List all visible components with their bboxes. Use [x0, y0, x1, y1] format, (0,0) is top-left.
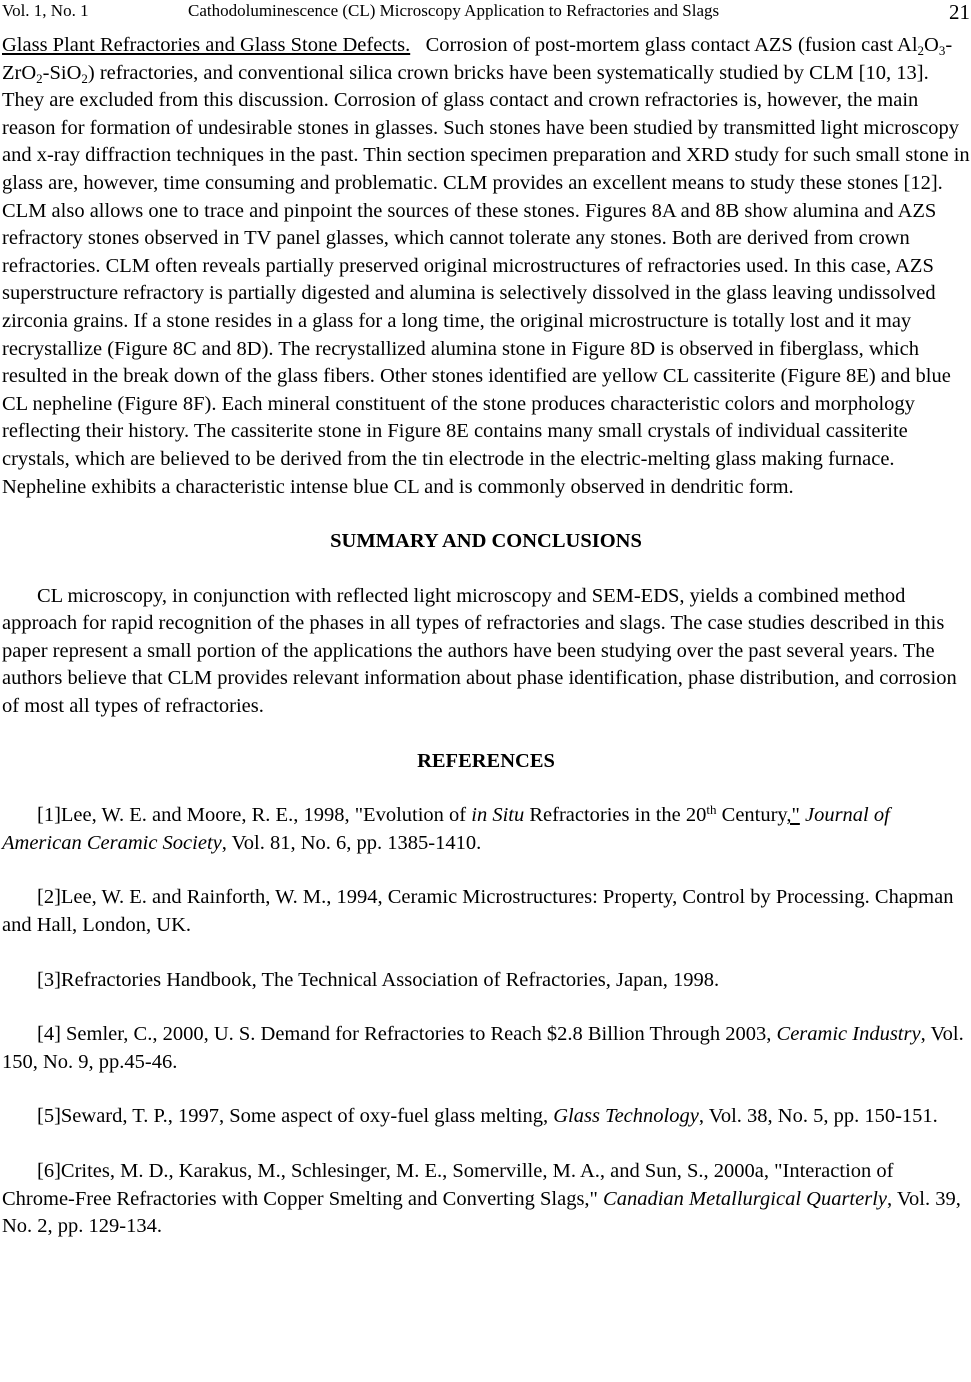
text-run: ) refractories, and conventional silica crown bricks have been systematically studied by CLM [10, 13]. They are excluded from this discussion. Corrosion of glass contact and crown refractories is, however, the main reason for formation of undesirable stones in glasses. Such stones have been studied by transmitted light microscopy and x-ray diffraction techniques in the past. Thin section specimen preparation and XRD study for such small stone in glass are, however, time consuming and problematic. CLM provides an excellent means to study these stones [12]. CLM also allows one to trace and pinpoint the sources of these stones. Figures 8A and 8B show alumina and AZS refractory stones observed in TV panel glasses, which cannot tolerate any stones. Both are derived from crown refractories. CLM often reveals partially preserved original microstructures of refractories used. In this case, AZS superstructure refractory is partially digested and alumina is selectively dissolved in the glass leaving undissolved zirconia grains. If a stone resides in a glass for a long time, the original microstructure is totally lost and it may recrystallize (Figure 8C and 8D). The recrystallized alumina stone in Figure 8D is observed in fiberglass, which resulted in the break down of the glass fibers. Other stones identified are yellow CL cassiterite (Figure 8E) and blue CL nepheline (Figure 8F). Each mineral constituent of the stone produces characteristic colors and morphology reflecting their history. The cassiterite stone in Figure 8E contains many small crystals of individual cassiterite crystals, which are believed to be derived from the tin electrode in the electric-melting glass making furnace. Nepheline exhibits a characteristic intense blue CL and is commonly observed in dendritic form. — [2, 61, 970, 498]
subscript: 2 — [917, 43, 925, 58]
ref-text: [4] Semler, C., 2000, U. S. Demand for Refractories to Reach $2.8 Billion Through 2003, — [37, 1023, 777, 1046]
volume-label: Vol. 1, No. 1 — [2, 1, 89, 20]
ref-journal: Canadian Metallurgical Quarterly — [603, 1187, 887, 1210]
reference-4 — [2, 1021, 970, 1076]
text-run: -ZrO — [2, 34, 953, 84]
reference-1 — [2, 802, 970, 857]
text-run: O — [924, 34, 939, 56]
glass-stones-paragraph — [2, 32, 970, 501]
reference-6 — [2, 1158, 970, 1241]
body-text — [2, 32, 970, 1268]
running-title: Cathodoluminescence (CL) Microscopy Application to Refractories and Slags — [188, 1, 720, 20]
ref-text: , Vol. 150, No. 9, pp.45-46. — [2, 1023, 964, 1073]
page-number: 21 — [949, 0, 970, 24]
ref-text: , Vol. 81, No. 6, pp. 1385-1410. — [221, 831, 482, 854]
ref-text: [1]Lee, W. E. and Moore, R. E., 1998, "Evolution of — [37, 804, 472, 827]
running-header — [2, 0, 970, 26]
ref-text: Refractories in the 20 — [524, 804, 707, 827]
subscript: 3 — [938, 43, 946, 58]
references-heading: REFERENCES — [417, 749, 555, 772]
text-run: -SiO — [42, 61, 82, 84]
subscript: 2 — [36, 70, 43, 86]
section-heading-glass: Glass Plant Refractories and Glass Stone Defects. — [2, 34, 411, 56]
subscript: 2 — [81, 70, 88, 86]
ref-text: , Vol. 39, No. 2, pp. 129-134. — [2, 1187, 961, 1238]
ref-text: , Vol. 38, No. 5, pp. 150-151. — [698, 1105, 938, 1128]
ref-journal: Journal of American Ceramic Society — [2, 804, 890, 854]
ref-journal: Glass Technology — [553, 1105, 699, 1128]
ref-text-underlined: ," — [786, 804, 800, 827]
ref-text: [5]Seward, T. P., 1997, Some aspect of oxy-fuel glass melting, — [37, 1105, 554, 1128]
ref-text: Century — [716, 804, 787, 827]
summary-paragraph: CL microscopy, in conjunction with reflected light microscopy and SEM-EDS, yields a combined method approach for rapid recognition of the phases in all types of refractories and slags. The case studies described in this paper represent a small portion of the applications the authors have been studying over the past several years. The authors believe that CLM provides relevant information about phase identification, phase distribution, and corrosion of most all types of refractories. — [2, 584, 957, 718]
ref-text: [6]Crites, M. D., Karakus, M., Schlesinger, M. E., Somerville, M. A., and Sun, S., 2000a, "Interaction of Chrome-Free Refractories with Copper Smelting and Converting Slags," — [2, 1160, 894, 1210]
reference-5 — [2, 1103, 970, 1131]
superscript: th — [706, 802, 717, 818]
text-run: Corrosion of post-mortem glass contact AZS (fusion cast Al — [425, 34, 918, 56]
ref-italic: in Situ — [471, 804, 525, 827]
summary-heading: SUMMARY AND CONCLUSIONS — [330, 530, 642, 553]
ref-journal: Ceramic Industry — [776, 1023, 921, 1046]
reference-3: [3]Refractories Handbook, The Technical Association of Refractories, Japan, 1998. — [37, 968, 720, 991]
reference-2: [2]Lee, W. E. and Rainforth, W. M., 1994, Ceramic Microstructures: Property, Control by Processing. Chapman and Hall, London, UK. — [2, 886, 954, 937]
